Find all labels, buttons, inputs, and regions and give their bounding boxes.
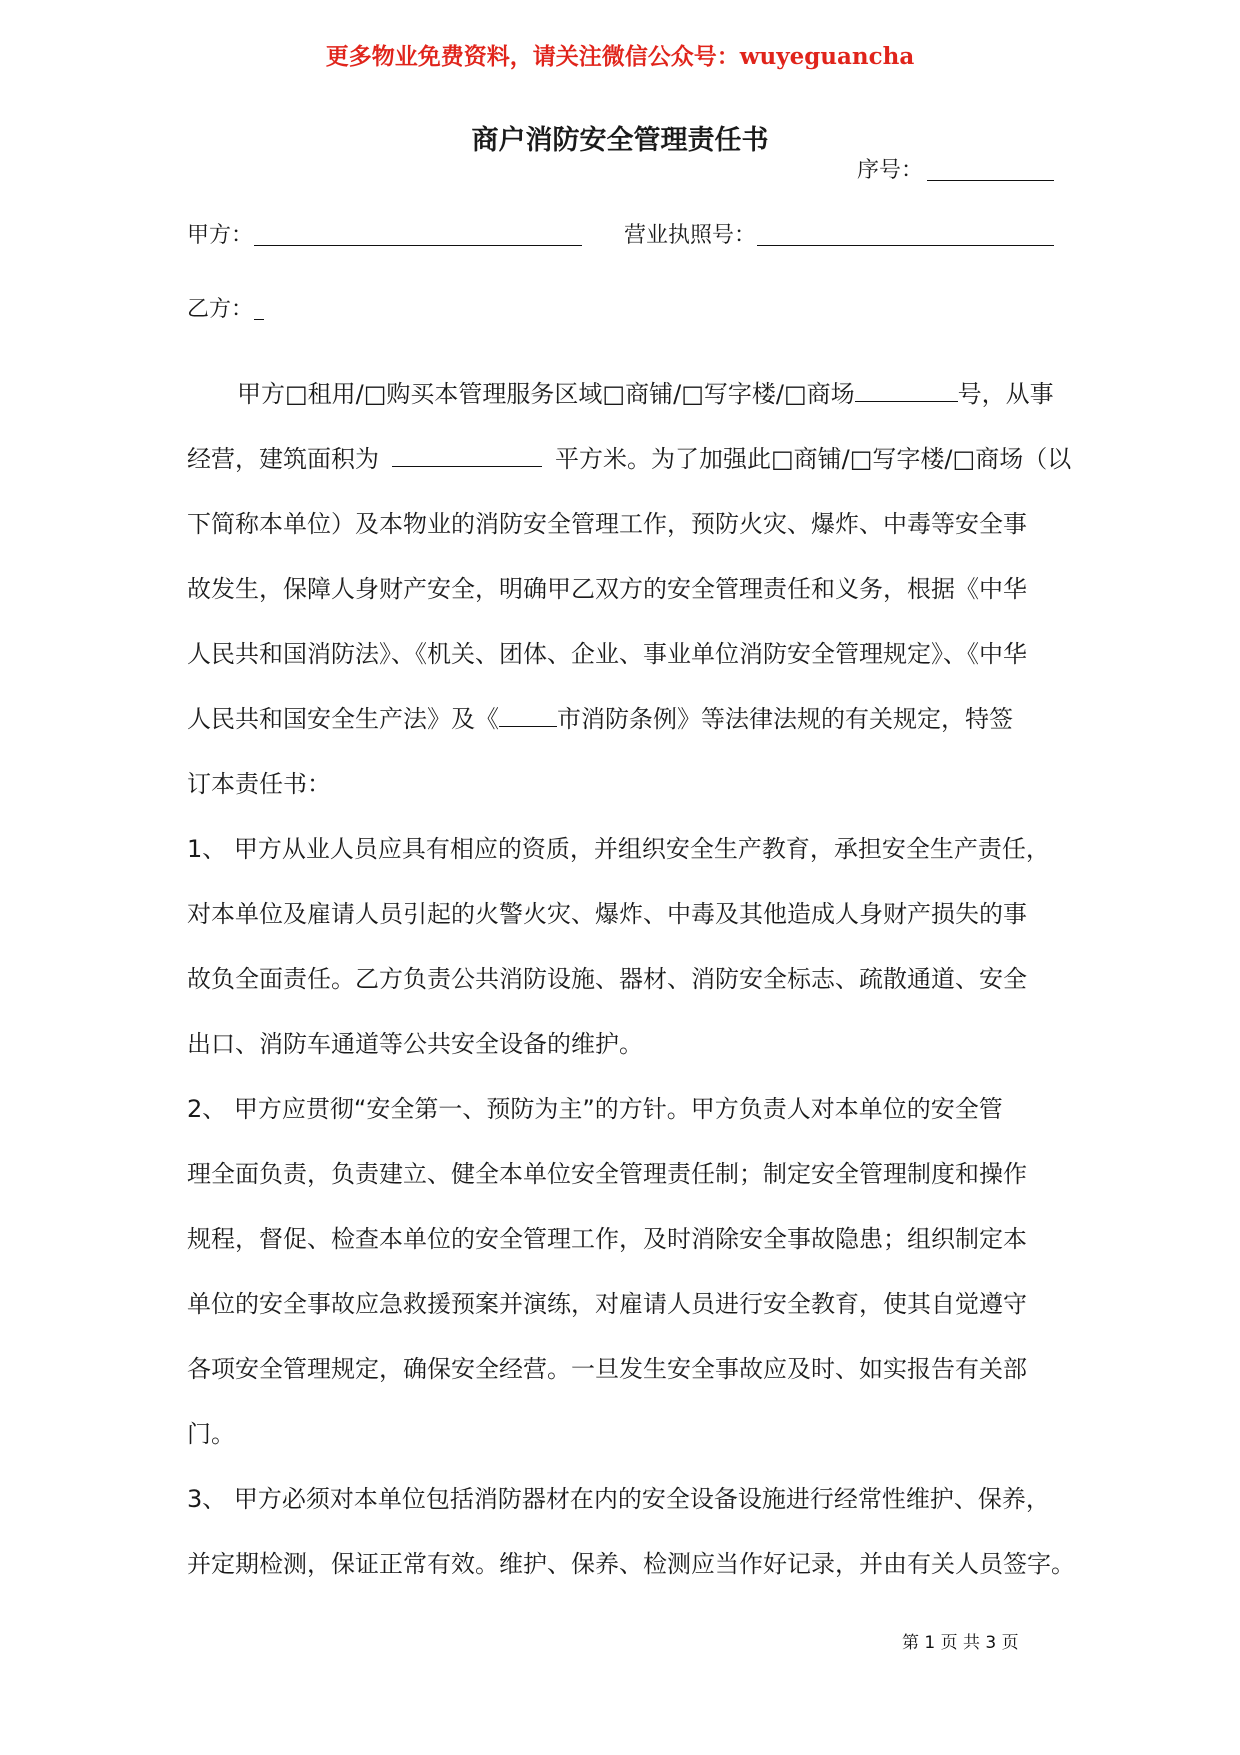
clause-2-line: 单位的安全事故应急救援预案并演练，对雇请人员进行安全教育，使其自觉遵守 — [187, 1290, 1027, 1318]
area-blank[interactable] — [392, 444, 542, 467]
clause-2-line: 规程，督促、检查本单位的安全管理工作，及时消除安全事故隐患；组织制定本 — [187, 1225, 1027, 1253]
intro-text: 号，从事 — [957, 380, 1054, 408]
intro-line-2 — [187, 427, 1071, 492]
intro-text: 甲方□租用/□购买本管理服务区域□商铺/□写字楼/□商场 — [237, 380, 855, 408]
intro-text: 平方米。为了加强此□商铺/□写字楼/□商场（以 — [555, 445, 1072, 473]
clause-2-line: 各项安全管理规定，确保安全经营。一旦发生安全事故应及时、如实报告有关部 — [187, 1355, 1027, 1383]
clause-2-line: 门。 — [187, 1420, 235, 1448]
clause-1-line: 1、 甲方从业人员应具有相应的资质，并组织安全生产教育，承担安全生产责任， — [187, 835, 1050, 863]
party-b-blank[interactable] — [254, 319, 264, 320]
license-label: 营业执照号： — [624, 223, 757, 248]
intro-text: 市消防条例》等法律法规的有关规定，特签 — [557, 705, 1013, 733]
clause-2-line: 2、 甲方应贯彻“安全第一、预防为主”的方针。甲方负责人对本单位的安全管 — [187, 1095, 1003, 1123]
promo-banner: 更多物业免费资料，请关注微信公众号：wuyeguancha — [325, 43, 915, 70]
document-title: 商户消防安全管理责任书 — [471, 125, 769, 156]
page-number: 第 1 页 共 3 页 — [902, 1633, 1019, 1653]
serial-blank[interactable] — [927, 180, 1054, 181]
intro-text: 经营，建筑面积为 — [187, 445, 379, 473]
party-b-label: 乙方： — [187, 297, 254, 322]
party-a-blank[interactable] — [254, 245, 582, 246]
intro-text: 人民共和国安全生产法》及《 — [187, 705, 499, 733]
clause-2-line: 理全面负责，负责建立、健全本单位安全管理责任制；制定安全管理制度和操作 — [187, 1160, 1027, 1188]
city-blank[interactable] — [499, 704, 557, 727]
intro-line-6 — [187, 687, 1013, 752]
party-a-label: 甲方： — [187, 223, 254, 248]
clause-3-line: 并定期检测，保证正常有效。维护、保养、检测应当作好记录，并由有关人员签字。 — [187, 1550, 1075, 1578]
intro-line-5: 人民共和国消防法》、《机关、团体、企业、事业单位消防安全管理规定》、《中华 — [187, 640, 1027, 668]
serial-label: 序号： — [857, 158, 924, 183]
shop-number-blank[interactable] — [855, 379, 958, 402]
clause-1-line: 故负全面责任。乙方负责公共消防设施、器材、消防安全标志、疏散通道、安全 — [187, 965, 1027, 993]
intro-line-3: 下简称本单位）及本物业的消防安全管理工作，预防火灾、爆炸、中毒等安全事 — [187, 510, 1027, 538]
intro-line-4: 故发生，保障人身财产安全，明确甲乙双方的安全管理责任和义务，根据《中华 — [187, 575, 1027, 603]
clause-1-line: 出口、消防车通道等公共安全设备的维护。 — [187, 1030, 643, 1058]
license-blank[interactable] — [757, 245, 1054, 246]
clause-3-line: 3、 甲方必须对本单位包括消防器材在内的安全设备设施进行经常性维护、保养， — [187, 1485, 1050, 1513]
clause-1-line: 对本单位及雇请人员引起的火警火灾、爆炸、中毒及其他造成人身财产损失的事 — [187, 900, 1027, 928]
intro-line-1 — [237, 362, 1054, 427]
intro-line-7: 订本责任书： — [187, 770, 331, 798]
